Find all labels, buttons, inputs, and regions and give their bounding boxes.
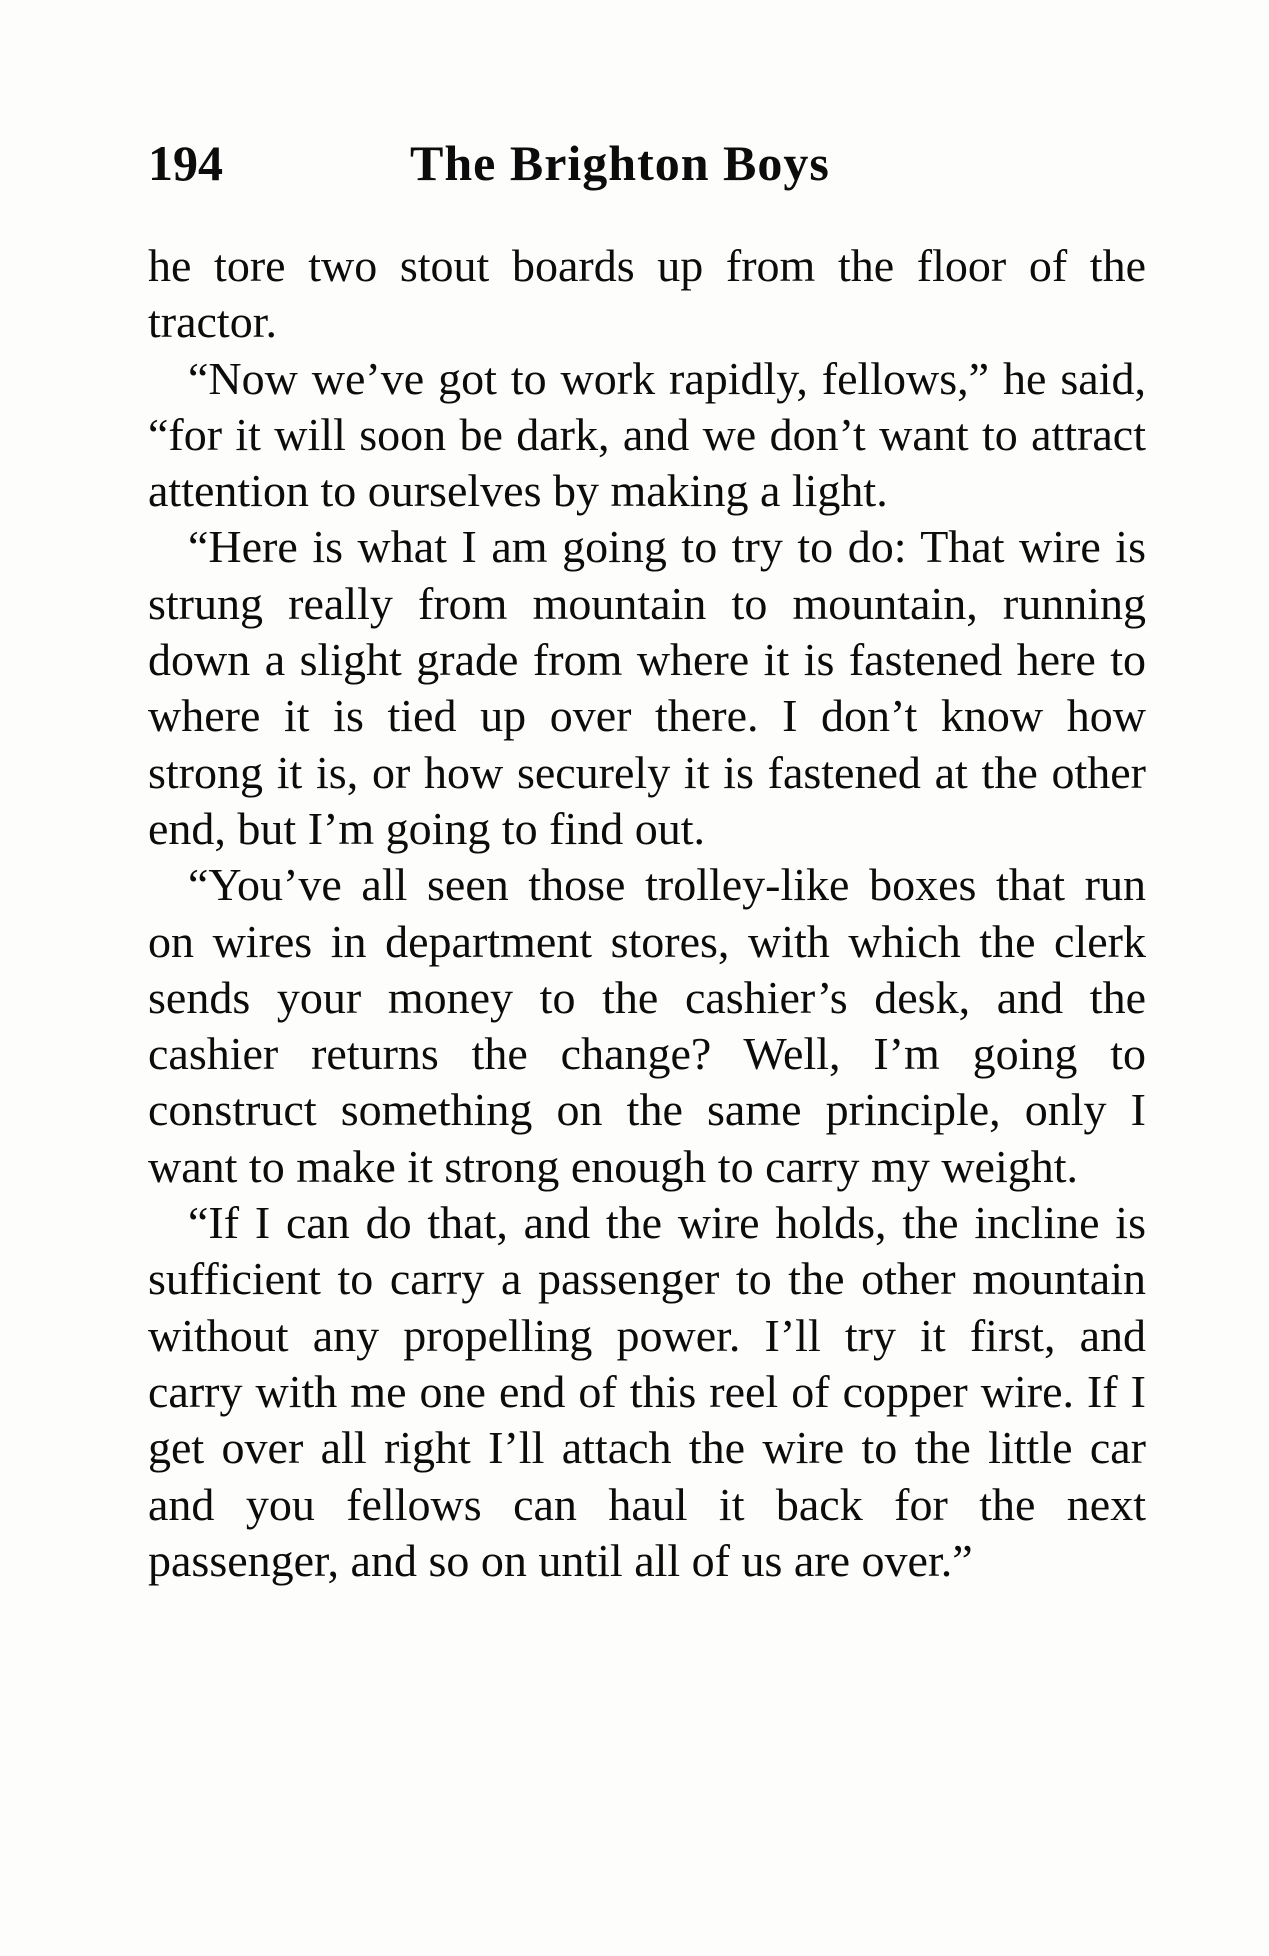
paragraph-1: he tore two stout boards up from the floor of the tractor. (148, 240, 1146, 348)
paragraph-4: “You’ve all seen those trolley-like boxes that run on wires in department stores, with which the clerk sends your money to the cashier’s desk, and the cashier returns the change? Well, I’m going to construct something on the same principle, only I want to make it strong enough to carry my weight. (148, 859, 1146, 1192)
page-number: 194 (148, 135, 223, 191)
page-header (148, 128, 1148, 198)
running-title: The Brighton Boys (410, 135, 830, 191)
paragraph-3: “Here is what I am going to try to do: That wire is strung really from mountain to mountain, running down a slight grade from where it is fastened here to where it is tied up over there. I don’t know how strong it is, or how securely it is fastened at the other end, but I’m going to find out. (148, 521, 1146, 854)
paragraph-5: “If I can do that, and the wire holds, the incline is sufficient to carry a passenger to the other mountain without any propelling power. I’ll try it first, and carry with me one end of this reel of copper wire. If I get over all right I’ll attach the wire to the little car and you fellows can haul it back for the next passenger, and so on until all of us are over.” (148, 1197, 1146, 1586)
body-text (148, 238, 1146, 1589)
paragraph-2: “Now we’ve got to work rapidly, fellows,” he said, “for it will soon be dark, and we don’t want to attract attention to ourselves by making a light. (148, 352, 1146, 517)
